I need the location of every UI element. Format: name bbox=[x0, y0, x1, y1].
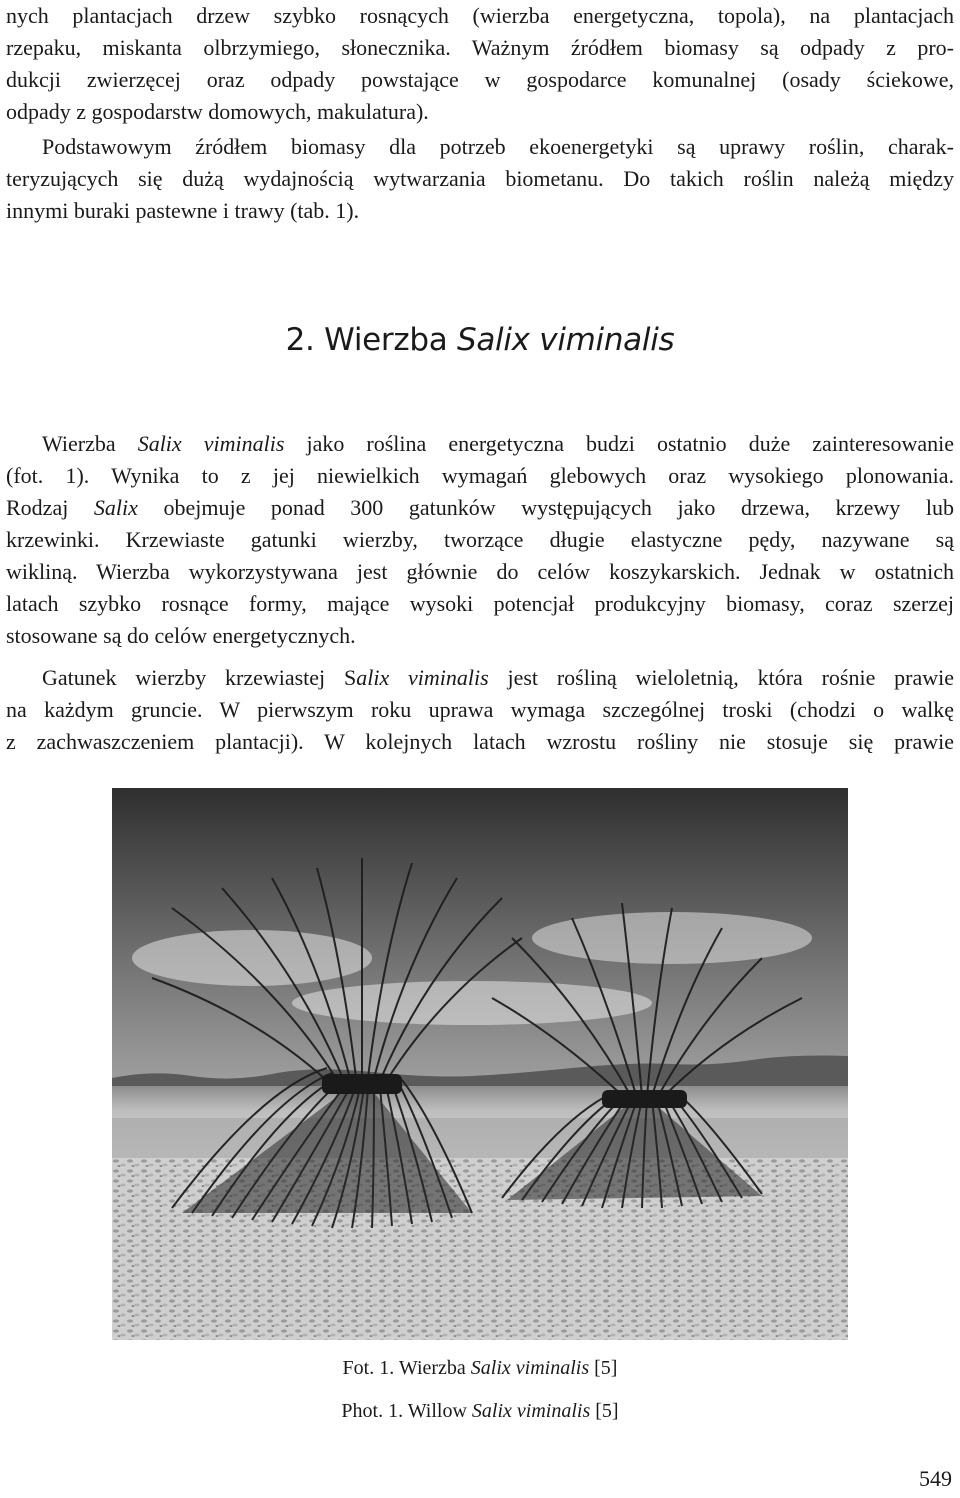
text-line: wikliną. Wierzba wykorzystywana jest głównie do celów koszykarskich. Jednak w ostatnich bbox=[6, 559, 954, 584]
text-line: Podstawowym źródłem biomasy dla potrzeb ekoenergetyki są uprawy roślin, charak- bbox=[42, 134, 954, 159]
text-line: latach szybko rosnące formy, mające wysoki potencjał produkcyjny biomasy, coraz szerzej bbox=[6, 591, 954, 616]
text-line: Wierzba Salix viminalis jako roślina energetyczna budzi ostatnio duże zainteresowanie bbox=[42, 431, 954, 456]
text-line: dukcji zwierzęcej oraz odpady powstające w gospodarce komunalnej (osady ściekowe, bbox=[6, 67, 954, 92]
text-line: stosowane są do celów energetycznych. bbox=[6, 623, 356, 648]
text-line: rzepaku, miskanta olbrzymiego, słonecznika. Ważnym źródłem biomasy są odpady z pro- bbox=[6, 35, 954, 60]
text-line: odpady z gospodarstw domowych, makulatura). bbox=[6, 99, 429, 124]
text-line: Gatunek wierzby krzewiastej Salix viminalis jest rośliną wieloletnią, która rośnie prawie bbox=[42, 665, 955, 690]
photo-caption-polish: Fot. 1. Wierzba Salix viminalis [5] bbox=[342, 1357, 618, 1379]
text-line: nych plantacjach drzew szybko rosnących (wierzba energetyczna, topola), na plantacjach bbox=[6, 3, 954, 28]
text-line: z zachwaszczeniem plantacji). W kolejnych latach wzrostu rośliny nie stosuje się prawie bbox=[6, 729, 954, 754]
page-number: 549 bbox=[919, 1466, 952, 1491]
section-heading bbox=[0, 322, 960, 358]
text-line: krzewinki. Krzewiaste gatunki wierzby, tworzące długie elastyczne pędy, nazywane są bbox=[6, 527, 954, 552]
heading-species: Salix viminalis bbox=[456, 322, 675, 358]
paragraph-intro bbox=[6, 0, 954, 128]
text-line: innymi buraki pastewne i trawy (tab. 1). bbox=[6, 198, 360, 223]
text-line: teryzujących się dużą wydajnością wytwarzania biometanu. Do takich roślin należą między bbox=[6, 166, 954, 191]
photo-caption-english: Phot. 1. Willow Salix viminalis [5] bbox=[341, 1400, 619, 1422]
text-line: (fot. 1). Wynika to z jej niewielkich wymagań glebowych oraz wysokiego plonowania. bbox=[6, 463, 954, 488]
willow-photo bbox=[112, 788, 848, 1340]
text-line: na każdym gruncie. W pierwszym roku uprawa wymaga szczególnej troski (chodzi o walkę bbox=[6, 697, 954, 722]
paragraph-biomass-sources bbox=[6, 131, 954, 227]
heading-prefix: 2. Wierzba bbox=[285, 322, 457, 358]
text-line: Rodzaj Salix obejmuje ponad 300 gatunków występujących jako drzewa, krzewy lub bbox=[6, 495, 954, 520]
paragraph-willow-description bbox=[6, 428, 954, 652]
paragraph-cultivation bbox=[6, 662, 954, 758]
